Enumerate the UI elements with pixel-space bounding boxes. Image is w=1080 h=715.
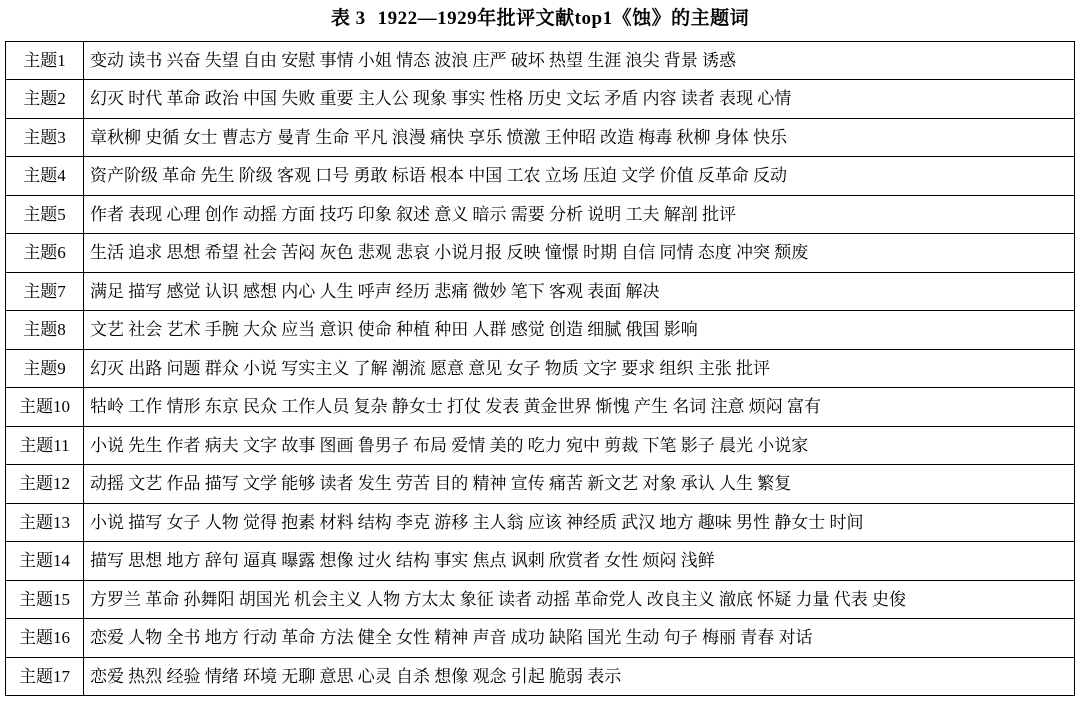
- table-row: [6, 465, 1075, 504]
- topic-words: 恋爱 人物 全书 地方 行动 革命 方法 健全 女性 精神 声音 成功 缺陷 国光 生动 句子 梅丽 青春 对话: [84, 619, 1075, 658]
- table-row: [6, 349, 1075, 388]
- topic-words: 动摇 文艺 作品 描写 文学 能够 读者 发生 劳苦 目的 精神 宣传 痛苦 新文艺 对象 承认 人生 繁复: [84, 465, 1075, 504]
- table-caption-number: 表 3: [330, 8, 366, 29]
- table-row: [6, 542, 1075, 581]
- topic-words: 牯岭 工作 情形 东京 民众 工作人员 复杂 静女士 打仗 发表 黄金世界 惭愧 产生 名词 注意 烦闷 富有: [84, 388, 1075, 427]
- topic-words: 作者 表现 心理 创作 动摇 方面 技巧 印象 叙述 意义 暗示 需要 分析 说明 工夫 解剖 批评: [84, 195, 1075, 234]
- topic-label: 主题4: [6, 157, 84, 196]
- topic-label: 主题3: [6, 118, 84, 157]
- topic-words: 生活 追求 思想 希望 社会 苦闷 灰色 悲观 悲哀 小说月报 反映 憧憬 时期 自信 同情 态度 冲突 颓废: [84, 234, 1075, 273]
- table-row: [6, 234, 1075, 273]
- topic-label: 主题11: [6, 426, 84, 465]
- topic-label: 主题13: [6, 503, 84, 542]
- table-row: [6, 503, 1075, 542]
- topic-words: 小说 先生 作者 病夫 文字 故事 图画 鲁男子 布局 爱情 美的 吃力 宛中 剪裁 下笔 影子 晨光 小说家: [84, 426, 1075, 465]
- table-row: [6, 619, 1075, 658]
- topic-words: 描写 思想 地方 辞句 逼真 曝露 想像 过火 结构 事实 焦点 讽刺 欣赏者 女性 烦闷 浅鲜: [84, 542, 1075, 581]
- topic-label: 主题16: [6, 619, 84, 658]
- topic-label: 主题6: [6, 234, 84, 273]
- topic-label: 主题10: [6, 388, 84, 427]
- topic-label: 主题2: [6, 80, 84, 119]
- topic-words: 小说 描写 女子 人物 觉得 抱素 材料 结构 李克 游移 主人翁 应该 神经质 武汉 地方 趣味 男性 静女士 时间: [84, 503, 1075, 542]
- topic-words: 满足 描写 感觉 认识 感想 内心 人生 呼声 经历 悲痛 微妙 笔下 客观 表面 解决: [84, 272, 1075, 311]
- table-row: [6, 426, 1075, 465]
- topic-words: 章秋柳 史循 女士 曹志方 曼青 生命 平凡 浪漫 痛快 享乐 愤激 王仲昭 改造 梅毒 秋柳 身体 快乐: [84, 118, 1075, 157]
- topic-words: 幻灭 出路 问题 群众 小说 写实主义 了解 潮流 愿意 意见 女子 物质 文字 要求 组织 主张 批评: [84, 349, 1075, 388]
- table-row: [6, 657, 1075, 696]
- topic-words: 资产阶级 革命 先生 阶级 客观 口号 勇敢 标语 根本 中国 工农 立场 压迫 文学 价值 反革命 反动: [84, 157, 1075, 196]
- topic-label: 主题7: [6, 272, 84, 311]
- table-row: [6, 80, 1075, 119]
- topic-words-table: [5, 41, 1075, 697]
- table-row: [6, 195, 1075, 234]
- topic-label: 主题15: [6, 580, 84, 619]
- topic-words: 幻灭 时代 革命 政治 中国 失败 重要 主人公 现象 事实 性格 历史 文坛 矛盾 内容 读者 表现 心情: [84, 80, 1075, 119]
- table-caption-title: 1922—1929年批评文献top1《蚀》的主题词: [377, 8, 750, 29]
- table-row: [6, 157, 1075, 196]
- topic-words: 恋爱 热烈 经验 情绪 环境 无聊 意思 心灵 自杀 想像 观念 引起 脆弱 表示: [84, 657, 1075, 696]
- topic-label: 主题5: [6, 195, 84, 234]
- table-body: [6, 41, 1075, 696]
- topic-label: 主题14: [6, 542, 84, 581]
- table-row: [6, 272, 1075, 311]
- table-row: [6, 41, 1075, 80]
- topic-words: 文艺 社会 艺术 手腕 大众 应当 意识 使命 种植 种田 人群 感觉 创造 细腻 俄国 影响: [84, 311, 1075, 350]
- topic-label: 主题8: [6, 311, 84, 350]
- table-row: [6, 580, 1075, 619]
- table-row: [6, 118, 1075, 157]
- topic-words: 变动 读书 兴奋 失望 自由 安慰 事情 小姐 情态 波浪 庄严 破坏 热望 生涯 浪尖 背景 诱惑: [84, 41, 1075, 80]
- topic-label: 主题17: [6, 657, 84, 696]
- topic-label: 主题9: [6, 349, 84, 388]
- table-caption: [0, 0, 1080, 41]
- table-row: [6, 311, 1075, 350]
- topic-label: 主题12: [6, 465, 84, 504]
- topic-label: 主题1: [6, 41, 84, 80]
- table-row: [6, 388, 1075, 427]
- topic-words: 方罗兰 革命 孙舞阳 胡国光 机会主义 人物 方太太 象征 读者 动摇 革命党人 改良主义 澈底 怀疑 力量 代表 史俊: [84, 580, 1075, 619]
